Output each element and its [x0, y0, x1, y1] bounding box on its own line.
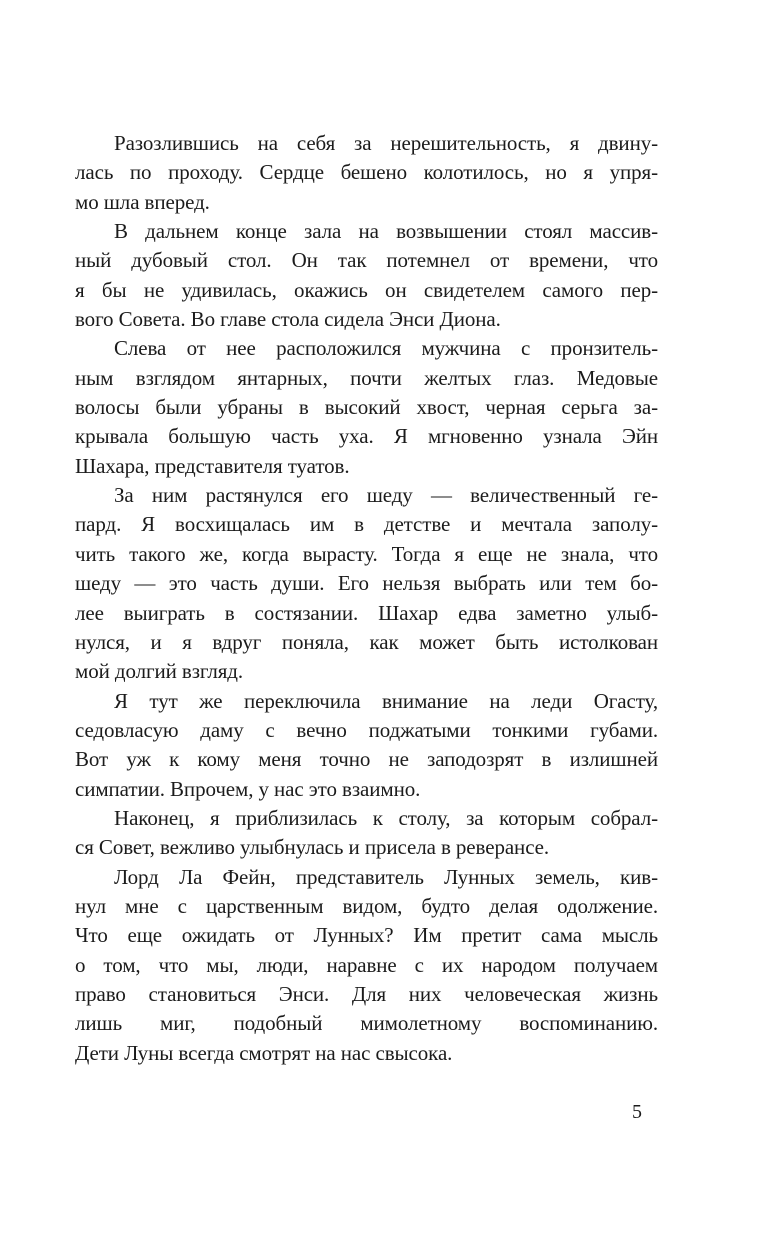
- text-line: крывала большую часть уха. Я мгновенно узнала Эйн: [75, 424, 658, 449]
- text-line: Наконец, я приблизилась к столу, за которым собрал-: [114, 805, 658, 830]
- paragraph: [75, 334, 658, 481]
- text-line: Слева от нее расположился мужчина с пронзитель-: [114, 336, 658, 361]
- text-line: я бы не удивилась, окажись он свидетелем самого пер-: [75, 277, 658, 302]
- paragraph: [75, 481, 658, 686]
- text-line: мо шла вперед.: [75, 189, 210, 214]
- text-line: седовласую даму с вечно поджатыми тонкими губами.: [75, 717, 658, 742]
- text-line: Я тут же переключила внимание на леди Огасту,: [114, 688, 658, 713]
- text-line: Шахара, представителя туатов.: [75, 453, 350, 478]
- paragraph: [75, 863, 658, 1068]
- text-line: Дети Луны всегда смотрят на нас свысока.: [75, 1040, 453, 1065]
- text-line: пард. Я восхищалась им в детстве и мечтала заполу-: [75, 512, 658, 537]
- text-line: В дальнем конце зала на возвышении стоял массив-: [114, 219, 658, 244]
- text-line: нулся, и я вдруг поняла, как может быть истолкован: [75, 629, 658, 654]
- text-line: шеду — это часть души. Его нельзя выбрать или тем бо-: [75, 571, 658, 596]
- text-line: Разозлившись на себя за нерешительность, я двину-: [114, 131, 658, 155]
- text-line: нул мне с царственным видом, будто делая одолжение.: [75, 893, 658, 918]
- text-line: мой долгий взгляд.: [75, 659, 244, 684]
- text-line: о том, что мы, люди, наравне с их народом получаем: [75, 952, 658, 977]
- paragraph: [75, 804, 658, 863]
- text-line: За ним растянулся его шеду — величественный ге-: [114, 483, 658, 508]
- text-block: [75, 129, 658, 1068]
- text-line: вого Совета. Во главе стола сидела Энси Диона.: [75, 307, 501, 332]
- text-line: Лорд Ла Фейн, представитель Лунных земель, кив-: [114, 864, 658, 889]
- text-line: право становиться Энси. Для них человеческая жизнь: [75, 981, 658, 1006]
- text-line: лась по проходу. Сердце бешено колотилось, но я упря-: [75, 160, 658, 185]
- text-line: Что еще ожидать от Лунных? Им претит сама мысль: [75, 923, 658, 948]
- text-line: чить такого же, когда вырасту. Тогда я еще не знала, что: [75, 541, 658, 566]
- paragraph: [75, 687, 658, 804]
- text-line: лишь миг, подобный мимолетному воспоминанию.: [75, 1011, 658, 1036]
- text-line: лее выиграть в состязании. Шахар едва заметно улыб-: [75, 600, 658, 625]
- text-line: ся Совет, вежливо улыбнулась и присела в реверансе.: [75, 835, 550, 860]
- text-line: ным взглядом янтарных, почти желтых глаз. Медовые: [75, 365, 658, 390]
- text-line: Вот уж к кому меня точно не заподозрят в излишней: [75, 747, 658, 772]
- page-number: 5: [632, 1101, 642, 1123]
- paragraph: [75, 217, 658, 334]
- text-line: волосы были убраны в высокий хвост, черная серьга за-: [75, 395, 658, 420]
- text-line: ный дубовый стол. Он так потемнел от времени, что: [75, 248, 658, 273]
- text-line: симпатии. Впрочем, у нас это взаимно.: [75, 776, 421, 801]
- paragraph: [75, 129, 658, 217]
